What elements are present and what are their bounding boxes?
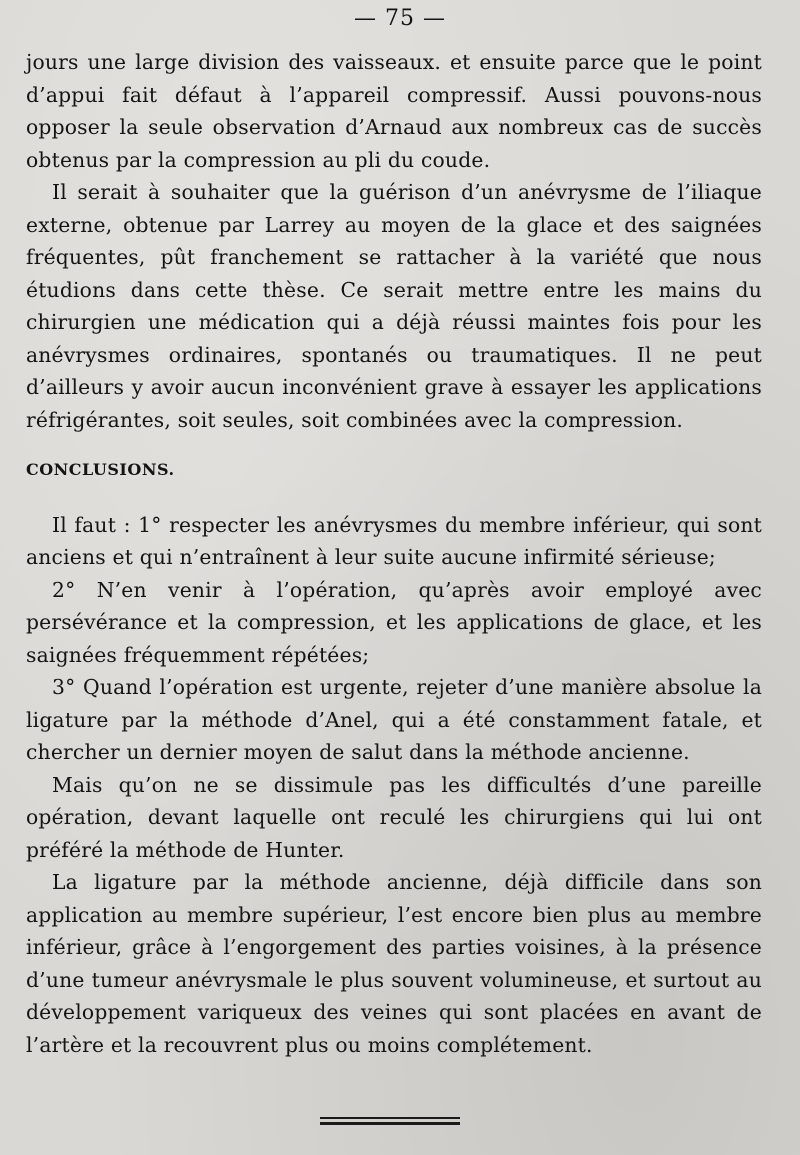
- conclusion-item-3: 3° Quand l’opération est urgente, rejeter d’une manière absolue la ligature par la méthode d’Anel, qui a été constamment fatale, et chercher un dernier moyen de salut dans la méthode ancienne.: [26, 675, 762, 764]
- paragraph-ligature: La ligature par la méthode ancienne, déjà difficile dans son application au membre supérieur, l’est encore bien plus au membre inférieur, grâce à l’engorgement des parties voisines, à la présence d’une tumeur anévrysmale le plus souvent volumineuse, et surtout au développement variqueux des veines qui sont placées en avant de l’artère et la recouvrent plus ou moins complétement.: [26, 870, 762, 1057]
- paragraph-continuation: jours une large division des vaisseaux. et ensuite parce que le point d’appui fait défaut à l’appareil compressif. Aussi pouvons-nous opposer la seule observation d’Arnaud aux nombreux cas de succès obtenus par la compression au pli du coude.: [26, 50, 762, 172]
- end-rule: [320, 1117, 460, 1127]
- page-number: — 75 —: [354, 6, 446, 31]
- conclusion-item-2: 2° N’en venir à l’opération, qu’après avoir employé avec persévérance et la compression, et les applications de glace, et les saignées fréquemment répétées;: [26, 577, 762, 667]
- paragraph-difficulties: Mais qu’on ne se dissimule pas les difficultés d’une pareille opération, devant laquelle ont reculé les chirurgiens qui lui ont préféré la méthode de Hunter.: [26, 772, 762, 862]
- conclusion-item-1: Il faut : 1° respecter les anévrysmes du membre inférieur, qui sont anciens et qui n’entraînent à leur suite aucune infirmité sérieuse;: [26, 512, 762, 569]
- body-text: [26, 46, 762, 1061]
- end-rule-thick-line: [320, 1122, 460, 1125]
- paragraph-iliac: Il serait à souhaiter que la guérison d’un anévrysme de l’iliaque externe, obtenue par Larrey au moyen de la glace et des saignées fréquentes, pût franchement se rattacher à la variété que nous étudions dans cette thèse. Ce serait mettre entre les mains du chirurgien une médication qui a déjà réussi maintes fois pour les anévrysmes ordinaires, spontanés ou traumatiques. Il ne peut d’ailleurs y avoir aucun inconvénient grave à essayer les applications réfrigérantes, soit seules, soit combinées avec la compression.: [26, 180, 762, 432]
- end-rule-thin-line: [320, 1117, 460, 1119]
- section-heading-conclusions: CONCLUSIONS.: [26, 460, 175, 479]
